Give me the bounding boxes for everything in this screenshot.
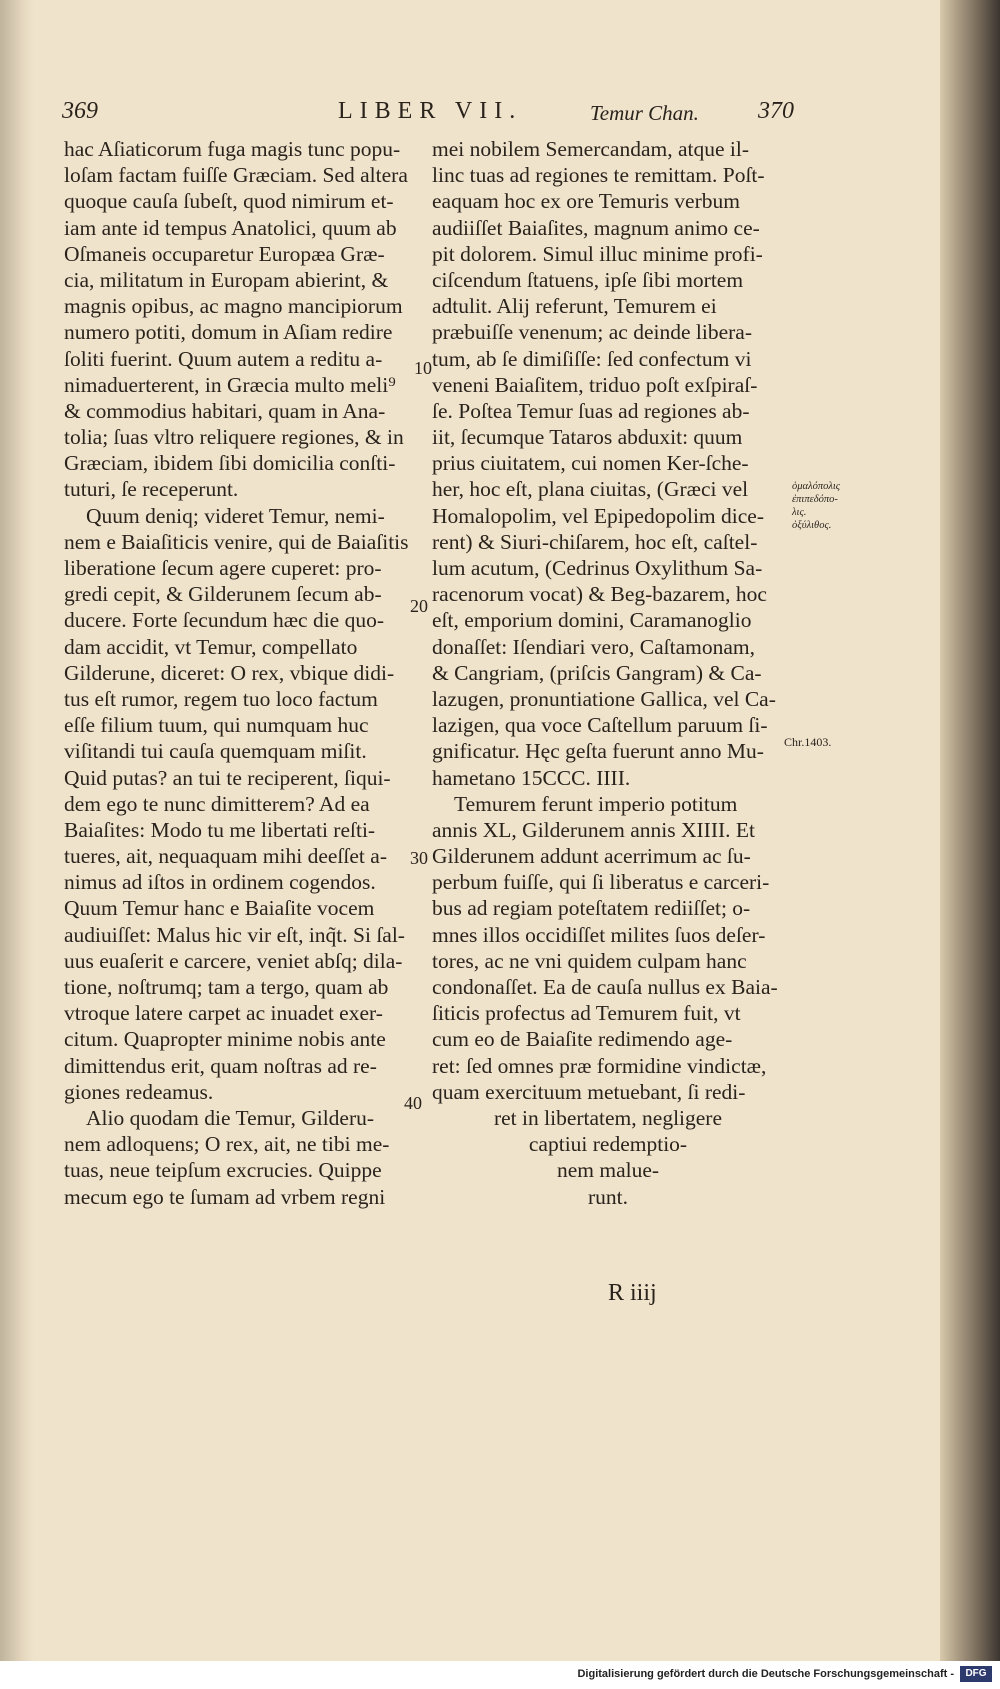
text-line: uus euaſerit e carcere, veniet abſq; dila- xyxy=(64,948,403,973)
text-line: quam exercituum metuebant, ſi redi- xyxy=(432,1079,746,1104)
text-line: her, hoc eſt, plana ciuitas, (Græci vel xyxy=(432,477,749,502)
text-line: vtroque latere carpet ac inuadet exer- xyxy=(64,1001,383,1026)
text-line: nem adloquens; O rex, ait, ne tibi me- xyxy=(64,1132,390,1157)
right-column xyxy=(432,136,784,1210)
text-line: viſitandi tui cauſa quemquam miſit. xyxy=(64,739,367,764)
text-line: nimaduerterent, in Græcia multo meli⁹ xyxy=(64,372,396,397)
text-line: Quid putas? an tui te reciperent, ſiqui- xyxy=(64,765,391,790)
text-line: eſt, emporium domini, Caramanoglio xyxy=(432,608,752,633)
text-line: iam ante id tempus Anatolici, quum ab xyxy=(64,215,397,240)
text-line: runt. xyxy=(587,1184,628,1209)
text-line: & commodius habitari, quam in Ana- xyxy=(64,398,386,423)
text-line: annis XL, Gilderunem annis XIIII. Et xyxy=(432,817,756,842)
text-line: Quum Temur hanc e Baiaſite vocem xyxy=(64,896,375,921)
text-line: citum. Quapropter minime nobis ante xyxy=(64,1027,386,1052)
text-line: ret: ſed omnes præ formidine vindictæ, xyxy=(432,1053,767,1078)
line-number-40: 40 xyxy=(404,1093,422,1113)
text-line: numero potiti, domum in Aſiam redire xyxy=(64,320,393,345)
text-line: nem malue- xyxy=(556,1158,660,1183)
text-line: ſe. Poſtea Temur ſuas ad regiones ab- xyxy=(432,398,750,423)
text-line: tione, noſtrumq; tam a tergo, quam ab xyxy=(64,975,389,999)
text-line: tus eſt rumor, regem tuo loco factum xyxy=(64,686,378,711)
text-line: adtulit. Alij referunt, Temurem ei xyxy=(432,294,717,319)
text-line: tueres, ait, nequaquam mihi deeſſet a- xyxy=(64,844,387,869)
text-line: dem ego te nunc dimitterem? Ad ea xyxy=(64,791,370,816)
text-line: eſſe filium tuum, qui numquam huc xyxy=(64,713,369,738)
text-line: donaſſet: Iſendiari vero, Caſtamonam, xyxy=(432,634,755,659)
running-subtitle: Temur Chan. xyxy=(590,101,699,125)
text-line: præbuiſſe venenum; ac deinde libera- xyxy=(432,320,752,345)
text-line: bus ad regiam poteſtatem rediiſſet; o- xyxy=(432,896,751,921)
folio-left: 369 xyxy=(62,98,98,124)
text-line: mei nobilem Semercandam, atque il- xyxy=(432,137,750,161)
text-line: lazugen, pronuntiatione Gallica, vel Ca- xyxy=(432,686,776,711)
footer-credit: Digitalisierung gefördert durch die Deutsche Forschungsgemeinschaft - xyxy=(577,1668,954,1680)
text-line: nimus ad iſtos in ordinem cogendos. xyxy=(64,870,376,895)
text-line: Gilderunem addunt acerrimum ac ſu- xyxy=(432,844,751,869)
text-line: veneni Baiaſitem, triduo poſt exſpiraſ- xyxy=(432,372,758,397)
text-line: tores, ac ne vni quidem culpam hanc xyxy=(432,948,747,973)
text-line: tuturi, ſe receperunt. xyxy=(64,477,239,502)
margin-note-greek xyxy=(792,480,840,532)
text-line: lazigen, qua voce Caſtellum paruum ſi- xyxy=(432,713,768,738)
text-line: captiui redemptio- xyxy=(528,1132,688,1157)
text-line: nem e Baiaſiticis venire, qui de Baiaſitis xyxy=(64,529,409,554)
left-column xyxy=(64,136,409,1210)
text-line: pit dolorem. Simul illuc minime profi- xyxy=(432,241,763,266)
running-title: LIBER VII. xyxy=(338,98,523,124)
text-line: ſiticis profectus ad Temurem fuit, vt xyxy=(432,1001,741,1026)
text-line: tuas, neue teipſum excrucies. Quippe xyxy=(64,1158,382,1183)
text-line: magnis opibus, ac magno mancipiorum xyxy=(64,294,403,319)
text-line: prius ciuitatem, cui nomen Ker-ſche- xyxy=(432,451,749,476)
text-line: condonaſſet. Ea de cauſa nullus ex Baia- xyxy=(432,975,778,999)
text-line: linc tuas ad regiones te remittam. Poſt- xyxy=(432,163,765,188)
folio-right: 370 xyxy=(758,98,794,124)
text-line: Alio quodam die Temur, Gilderu- xyxy=(86,1105,375,1130)
text-line: ciſcendum ſtatuens, ipſe ſibi mortem xyxy=(432,267,744,292)
page-gutter xyxy=(0,0,34,1661)
text-line: liberatione ſecum agere cuperet: pro- xyxy=(64,556,382,580)
text-line: dam accidit, vt Temur, compellato xyxy=(64,634,358,659)
text-line: Quum deniq; videret Temur, nemi- xyxy=(86,503,385,528)
text-line: gnificatur. Hęc geſta fuerunt anno Mu- xyxy=(432,739,764,764)
text-line: gredi cepit, & Gilderunem ſecum ab- xyxy=(64,582,382,607)
text-line: rent) & Siuri-chiſarem, hoc eſt, caſtel- xyxy=(432,529,758,554)
digitization-footer xyxy=(0,1661,1000,1689)
text-line: Baiaſites: Modo tu me libertati reſti- xyxy=(64,817,376,842)
text-line: audiiſſet Baiaſites, magnum animo ce- xyxy=(432,215,760,240)
line-number-10: 10 xyxy=(414,358,432,378)
text-line: Græciam, ibidem ſibi domicilia conſti- xyxy=(64,451,396,476)
margin-note-greek-line: ὀξύλιθος. xyxy=(792,520,832,531)
text-line: loſam factam fuiſſe Græciam. Sed altera xyxy=(64,163,408,188)
text-line: dimittendus erit, quam noſtras ad re- xyxy=(64,1053,377,1078)
margin-note-greek-line: λις. xyxy=(792,507,807,518)
text-line: hametano 15CCC. IIII. xyxy=(432,765,631,790)
text-line: Gilderune, diceret: O rex, vbique didi- xyxy=(64,660,395,685)
text-line: quoque cauſa ſubeſt, quod nimirum et- xyxy=(64,189,394,214)
text-line: giones redeamus. xyxy=(64,1079,214,1104)
margin-note-year: Chr.1403. xyxy=(784,735,832,749)
text-line: Temurem ferunt imperio potitum xyxy=(454,791,738,816)
text-line: perbum fuiſſe, qui ſi liberatus e carceri- xyxy=(432,870,770,895)
text-line: cum eo de Baiaſite redimendo age- xyxy=(432,1027,733,1052)
text-line: racenorum vocat) & Beg-bazarem, hoc xyxy=(432,582,767,607)
text-line: audiuiſſet: Malus hic vir eſt, inq̃t. Si ſal- xyxy=(64,922,405,947)
signature-mark: R iiij xyxy=(608,1280,657,1306)
text-line: mnes illos occidiſſet milites ſuos deſer- xyxy=(432,922,766,947)
text-line: iit, ſecumque Tataros abduxit: quum xyxy=(432,425,743,450)
text-line: tolia; ſuas vltro reliquere regiones, & in xyxy=(64,425,404,450)
text-line: ret in libertatem, negligere xyxy=(493,1105,723,1130)
line-number-30: 30 xyxy=(410,848,428,868)
line-number-20: 20 xyxy=(410,596,428,616)
text-line: hac Aſiaticorum fuga magis tunc popu- xyxy=(64,137,401,161)
text-line: ſoliti fuerint. Quum autem a reditu a- xyxy=(64,346,383,371)
text-line: Oſmaneis occuparetur Europæa Græ- xyxy=(64,241,385,266)
text-line: eaquam hoc ex ore Temuris verbum xyxy=(432,189,740,214)
margin-note-greek-line: ἐπιπεδόπο- xyxy=(792,494,838,505)
dfg-logo: DFG xyxy=(960,1666,992,1682)
text-line: cia, militatum in Europam abierint, & xyxy=(64,267,389,292)
book-edge xyxy=(940,0,1000,1661)
text-line: ducere. Forte ſecundum hæc die quo- xyxy=(64,608,385,633)
text-line: mecum ego te ſumam ad vrbem regni xyxy=(64,1184,386,1209)
text-line: lum acutum, (Cedrinus Oxylithum Sa- xyxy=(432,556,763,580)
margin-note-greek-line: ὁμαλόπολις xyxy=(792,481,841,492)
text-line: & Cangriam, (priſcis Gangram) & Ca- xyxy=(432,660,762,685)
text-line: tum, ab ſe dimiſiſſe: ſed confectum vi xyxy=(432,346,752,371)
text-line: Homalopolim, vel Epipedopolim dice- xyxy=(432,503,764,528)
